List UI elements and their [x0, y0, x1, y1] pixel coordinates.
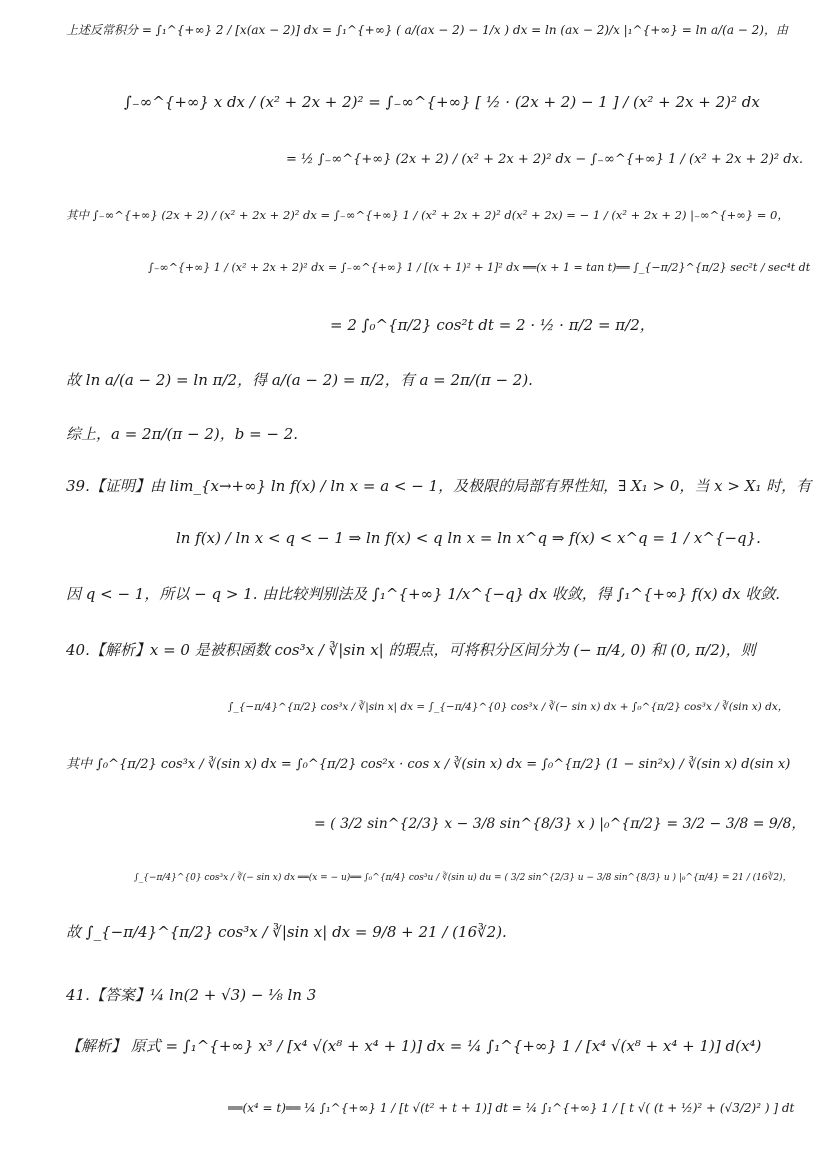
text-line: ln f(x) / ln x < q < − 1 ⇒ ln f(x) < q ln x = ln x^q ⇒ f(x) < x^q = 1 / x^{−q}. — [176, 529, 761, 547]
text-line: ∫₋∞^{+∞} x dx / (x² + 2x + 2)² = ∫₋∞^{+∞} [ ½ · (2x + 2) − 1 ] / (x² + 2x + 2)² dx — [124, 93, 760, 111]
text-line: ∫_{−π/4}^{π/2} cos³x / ∛|sin x| dx = ∫_{−π/4}^{0} cos³x / ∛(− sin x) dx + ∫₀^{π/2} cos³x / ∛(sin x) dx， — [228, 701, 789, 713]
text-line: 因 q < − 1，所以 − q > 1. 由比较判别法及 ∫₁^{+∞} 1/x^{−q} dx 收敛，得 ∫₁^{+∞} f(x) dx 收敛. — [66, 585, 780, 603]
problem-41-solution: 【解析】 原式 = ∫₁^{+∞} x³ / [x⁴ √(x⁸ + x⁴ + 1)] dx = ¼ ∫₁^{+∞} 1 / [x⁴ √(x⁸ + x⁴ + 1)] d(x⁴) — [66, 1037, 762, 1055]
text-line: 其中 ∫₋∞^{+∞} (2x + 2) / (x² + 2x + 2)² dx = ∫₋∞^{+∞} 1 / (x² + 2x + 2)² d(x² + 2x) = − 1 / (x² + 2x + 2) |₋∞^{+∞} = 0， — [66, 208, 789, 222]
text-line: ══(x⁴ = t)══ ¼ ∫₁^{+∞} 1 / [t √(t² + t + 1)] dt = ¼ ∫₁^{+∞} 1 / [ t √( (t + ½)² + (√3/2)² ) ] dt — [228, 1101, 795, 1115]
problem-41-answer: 41.【答案】¼ ln(2 + √3) − ⅛ ln 3 — [66, 986, 317, 1004]
text-line: 综上，a = 2π/(π − 2)，b = − 2. — [66, 425, 299, 443]
text-line: 故 ln a/(a − 2) = ln π/2，得 a/(a − 2) = π/2，有 a = 2π/(π − 2). — [66, 371, 533, 389]
problem-39-heading: 39.【证明】由 lim_{x→+∞} ln f(x) / ln x = a < − 1，及极限的局部有界性知，∃ X₁ > 0，当 x > X₁ 时，有 — [66, 477, 812, 495]
text-line: 故 ∫_{−π/4}^{π/2} cos³x / ∛|sin x| dx = 9/8 + 21 / (16∛2). — [66, 923, 507, 941]
text-line: 上述反常积分 = ∫₁^{+∞} 2 / [x(ax − 2)] dx = ∫₁^{+∞} ( a/(ax − 2) − 1/x ) dx = ln (ax − 2)/x |₁^{+∞} = ln a/(a − 2)，由 — [66, 23, 788, 37]
text-line: 其中 ∫₀^{π/2} cos³x / ∛(sin x) dx = ∫₀^{π/2} cos²x · cos x / ∛(sin x) dx = ∫₀^{π/2} (1 − sin²x) / ∛(sin x) d(sin x) — [66, 757, 791, 772]
text-line: ∫₋∞^{+∞} 1 / (x² + 2x + 2)² dx = ∫₋∞^{+∞} 1 / [(x + 1)² + 1]² dx ══(x + 1 = tan t)══ ∫_{−π/2}^{π/2} sec²t / sec⁴t dt — [148, 261, 811, 274]
text-line: = 2 ∫₀^{π/2} cos²t dt = 2 · ½ · π/2 = π/2， — [330, 316, 655, 334]
text-line: ∫_{−π/4}^{0} cos³x / ∛(− sin x) dx ══(x = − u)══ ∫₀^{π/4} cos³u / ∛(sin u) du = ( 3/2 sin^{2/3} u − 3/8 sin^{8/3} u ) |₀^{π/4} = 21 / (16∛2)， — [134, 873, 792, 883]
text-line: = ½ ∫₋∞^{+∞} (2x + 2) / (x² + 2x + 2)² dx − ∫₋∞^{+∞} 1 / (x² + 2x + 2)² dx. — [286, 152, 804, 167]
text-line: = ( 3/2 sin^{2/3} x − 3/8 sin^{8/3} x ) |₀^{π/2} = 3/2 − 3/8 = 9/8， — [314, 816, 806, 832]
problem-40-heading: 40.【解析】x = 0 是被积函数 cos³x / ∛|sin x| 的瑕点，可将积分区间分为 (− π/4, 0) 和 (0, π/2)，则 — [66, 641, 756, 659]
